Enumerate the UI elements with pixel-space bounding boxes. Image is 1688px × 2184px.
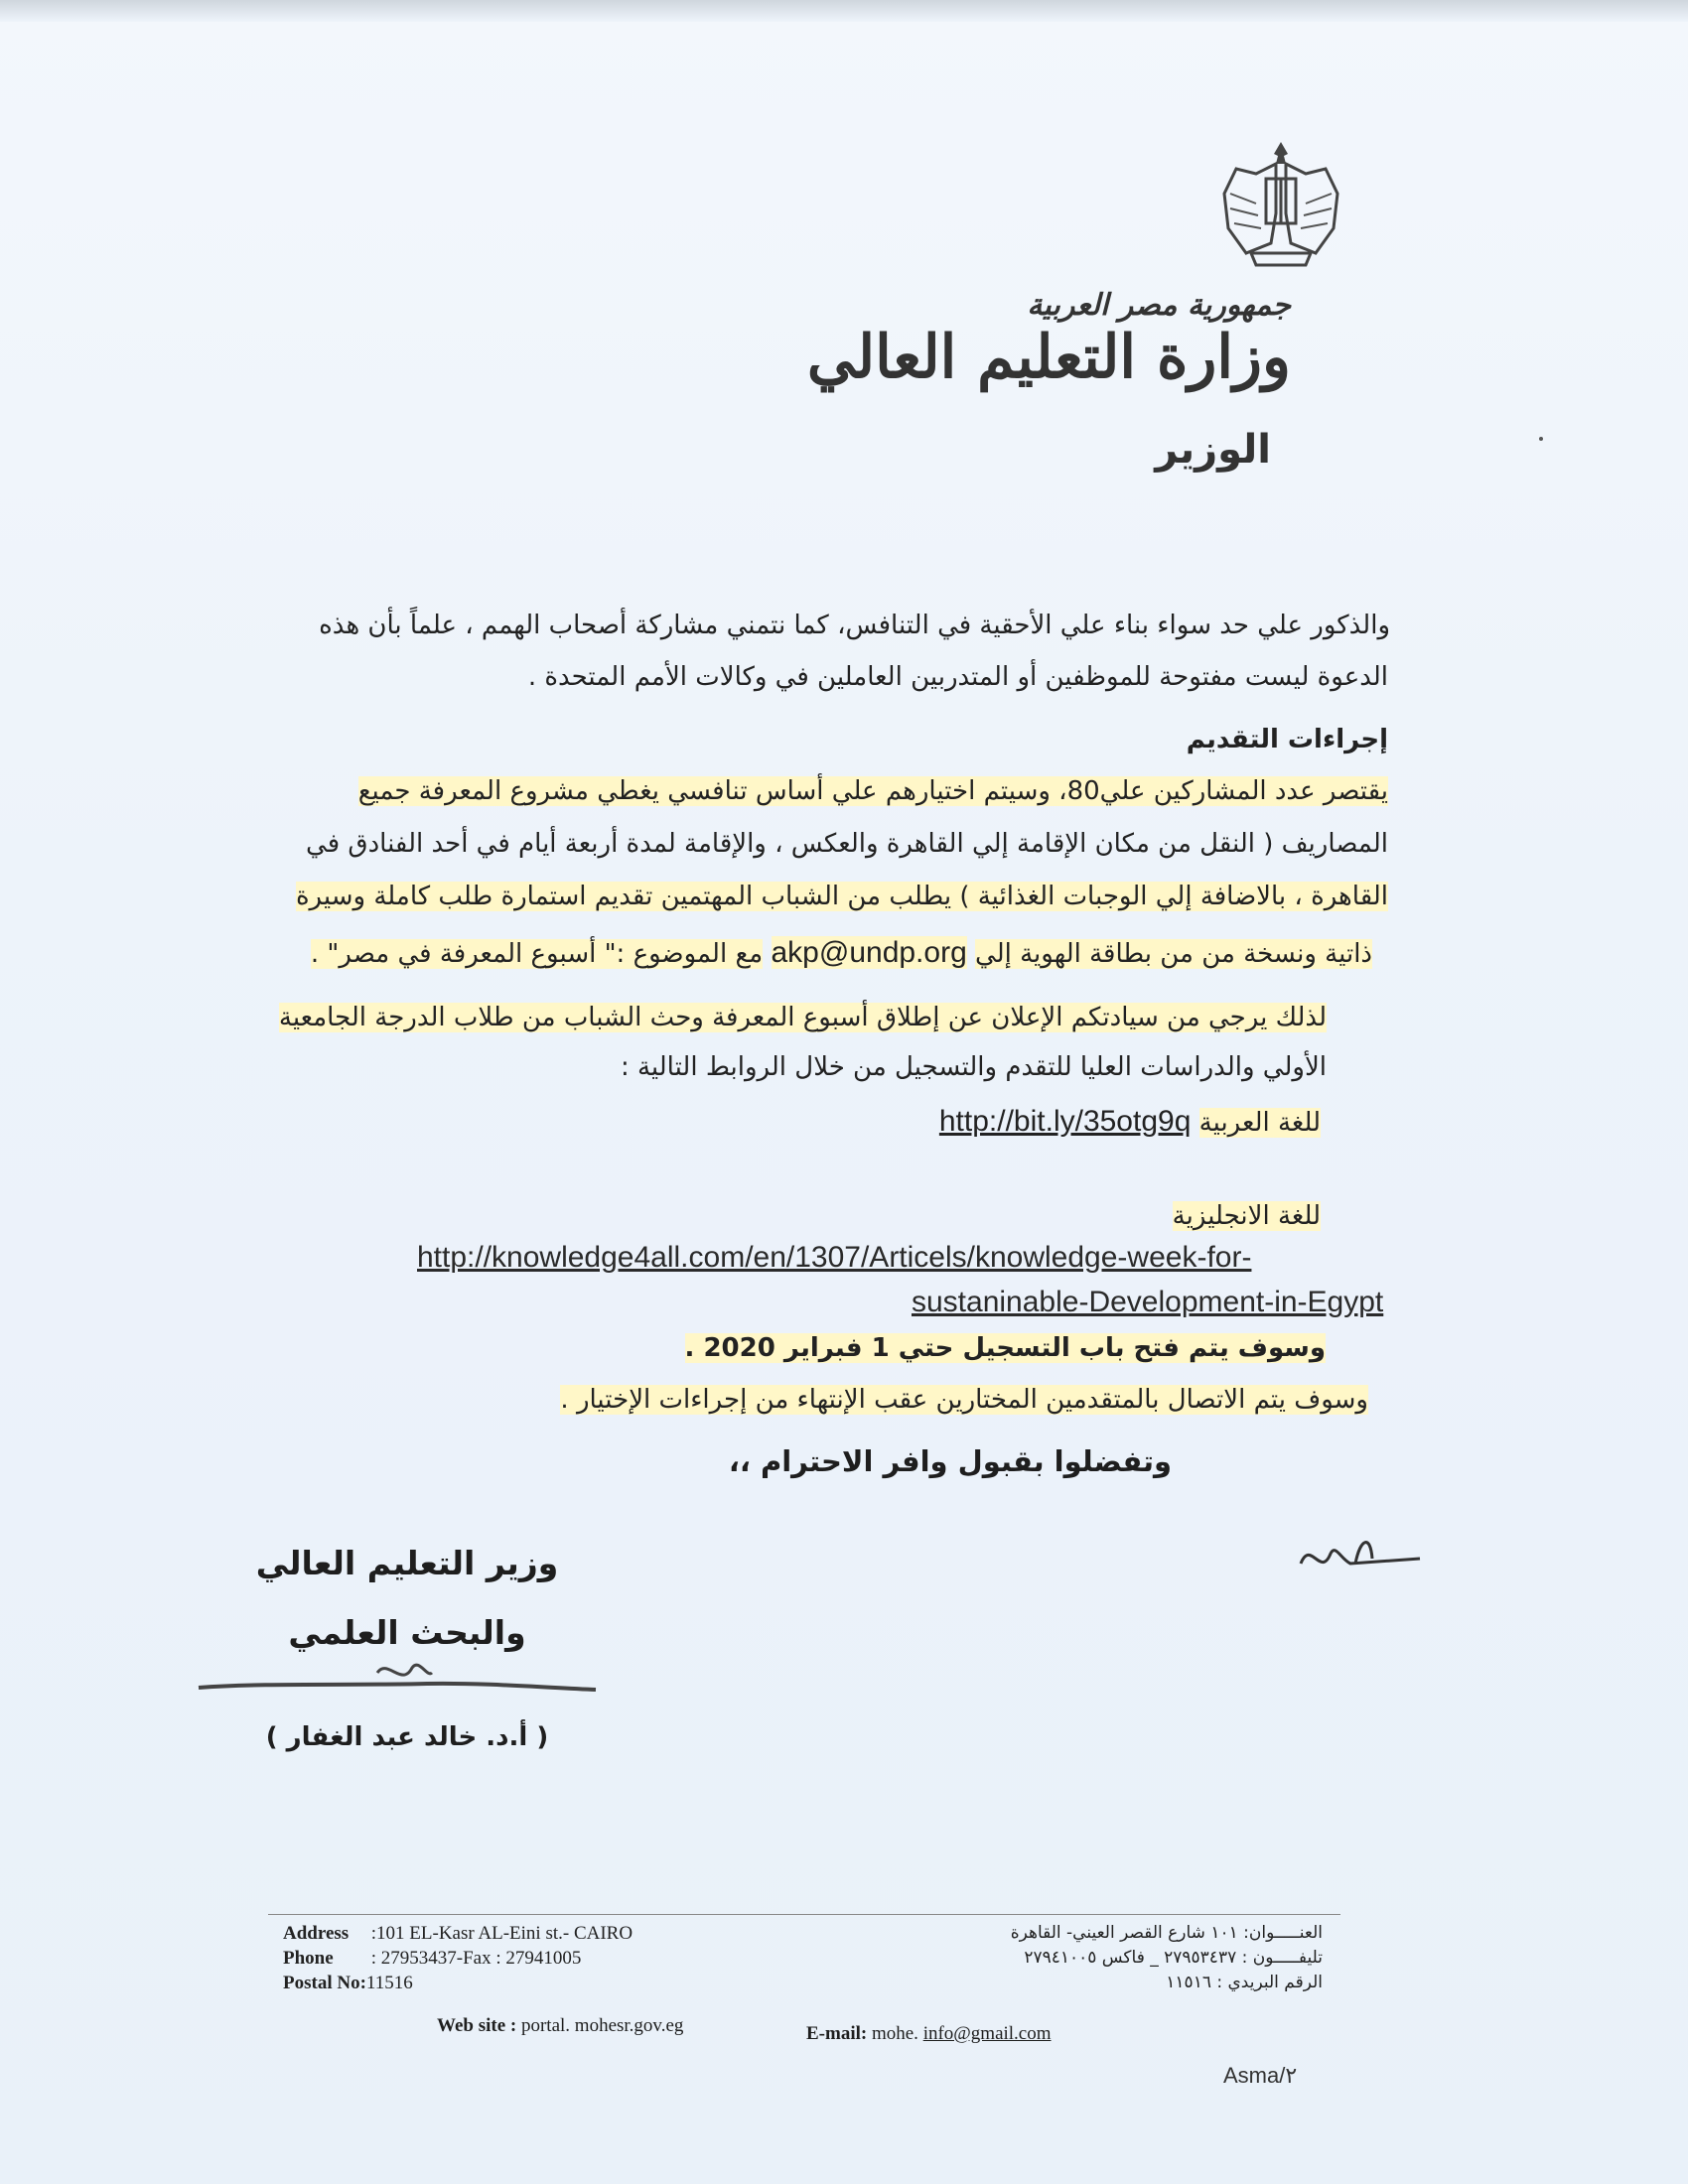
body-line-6: [311, 936, 1372, 970]
body-line-10-text: وسوف يتم الاتصال بالمتقدمين المختارين عقب الإنتهاء من إجراءات الإختيار .: [560, 1385, 1368, 1415]
footer-email-label: E-mail:: [806, 2023, 868, 2044]
republic-name: جمهورية مصر العربية: [1027, 288, 1291, 323]
footer-email-row: [806, 2023, 1052, 2045]
body-line-10: [560, 1385, 1368, 1415]
signatory-name: ( أ.د. خالد عبد الغفار ): [265, 1722, 549, 1752]
english-registration-link-line-2[interactable]: sustaninable-Development-in-Egypt: [912, 1286, 1384, 1318]
arabic-link-row: [939, 1105, 1321, 1139]
initials-signature: [1291, 1519, 1430, 1588]
footer-postal-label: Postal No:: [283, 1973, 366, 1993]
footer-english-contact: [283, 1921, 633, 1995]
section-heading: إجراءات التقديم: [1186, 725, 1388, 754]
minister-title: الوزير: [1155, 427, 1271, 473]
closing-salutation: وتفضلوا بقبول وافر الاحترام ،،: [728, 1444, 1172, 1478]
signatory-title-line-1: وزير التعليم العالي: [255, 1544, 559, 1582]
footer-ar-address: العنـــــوان: ١٠١ شارع القصر العيني- القاهرة: [1010, 1923, 1323, 1943]
footer-email-link[interactable]: info@gmail.com: [922, 2023, 1052, 2044]
footer-ar-phone: تليفـــــون : ٢٧٩٥٣٤٣٧ _ فاكس ٢٧٩٤١٠٠٥: [1024, 1948, 1323, 1968]
scan-edge: [0, 0, 1688, 22]
footer-website-label: Web site :: [437, 2015, 517, 2036]
scan-speck: [1539, 437, 1543, 441]
ministry-name: وزارة التعليم العالي: [806, 323, 1291, 392]
footer-website-row: [437, 2015, 683, 2037]
footer-phone-row: [283, 1946, 633, 1971]
body-line-2: الدعوة ليست مفتوحة للموظفين أو المتدربين العاملين في وكالات الأمم المتحدة .: [527, 662, 1388, 692]
footer-ar-postal: الرقم البريدي : ١١٥١٦: [1166, 1973, 1323, 1992]
body-line-6-part-a: ذاتية ونسخة من من بطاقة الهوية إلي: [975, 939, 1372, 969]
arabic-registration-link[interactable]: http://bit.ly/35otg9q: [938, 1105, 1192, 1138]
footer-arabic-contact: [1011, 1921, 1323, 1995]
body-line-9: [685, 1333, 1326, 1363]
footer-website-link[interactable]: portal. mohesr.gov.eg: [520, 2015, 684, 2036]
signatory-title-line-2: والبحث العلمي: [288, 1613, 526, 1652]
body-line-3-text: يقتصر عدد المشاركين علي80، وسيتم اختيارهم علي أساس تنافسي يغطي مشروع المعرفة جميع: [357, 776, 1388, 806]
footer-phone: : 27953437-Fax : 27941005: [370, 1948, 582, 1969]
english-registration-link-line-1[interactable]: http://knowledge4all.com/en/1307/Articels/knowledge-week-for-: [417, 1241, 1252, 1274]
body-line-5-text: القاهرة ، بالاضافة إلي الوجبات الغذائية ) يطلب من الشباب المهتمين تقديم استمارة طلب كاملة وسيرة: [295, 882, 1388, 911]
footer-postal: 11516: [365, 1973, 413, 1993]
body-line-9-text: وسوف يتم فتح باب التسجيل حتي 1 فبراير 2020 .: [684, 1333, 1326, 1363]
body-line-7: [279, 1003, 1327, 1032]
body-line-5: [296, 882, 1388, 911]
body-line-6-part-b: مع الموضوع :" أسبوع المعرفة في مصر" .: [310, 939, 764, 969]
eagle-emblem-icon: [1216, 134, 1345, 273]
contact-email-link[interactable]: akp@undp.org: [771, 936, 967, 969]
footer-email-prefix: mohe.: [871, 2023, 918, 2044]
footer-phone-label: Phone: [283, 1948, 334, 1969]
footer-postal-row: [283, 1971, 633, 1995]
english-link-label: للغة الانجليزية: [1172, 1201, 1321, 1231]
english-link-label-row: [1173, 1201, 1321, 1231]
body-line-7-text: لذلك يرجي من سيادتكم الإعلان عن إطلاق أسبوع المعرفة وحث الشباب من طلاب الدرجة الجامعية: [278, 1003, 1327, 1032]
reference-code: Asma/٢: [1223, 2063, 1298, 2088]
body-line-3: [358, 776, 1388, 806]
body-line-8: الأولي والدراسات العليا للتقدم والتسجيل من خلال الروابط التالية :: [620, 1052, 1327, 1082]
body-line-4: المصاريف ( النقل من مكان الإقامة إلي القاهرة والعكس ، والإقامة لمدة أربعة أيام في أحد الفنادق في: [306, 829, 1388, 859]
footer-address-row: [283, 1921, 633, 1946]
body-line-1: والذكور علي حد سواء بناء علي الأحقية في التنافس، كما نتمني مشاركة أصحاب الهمم ، علماً بأن هذه: [319, 611, 1390, 640]
footer-address-label: Address: [283, 1923, 350, 1944]
footer-divider: [268, 1914, 1340, 1915]
arabic-link-label: للغة العربية: [1198, 1108, 1321, 1138]
footer-address: :101 EL-Kasr AL-Eini st.- CAIRO: [370, 1923, 633, 1944]
minister-signature: [189, 1648, 606, 1717]
